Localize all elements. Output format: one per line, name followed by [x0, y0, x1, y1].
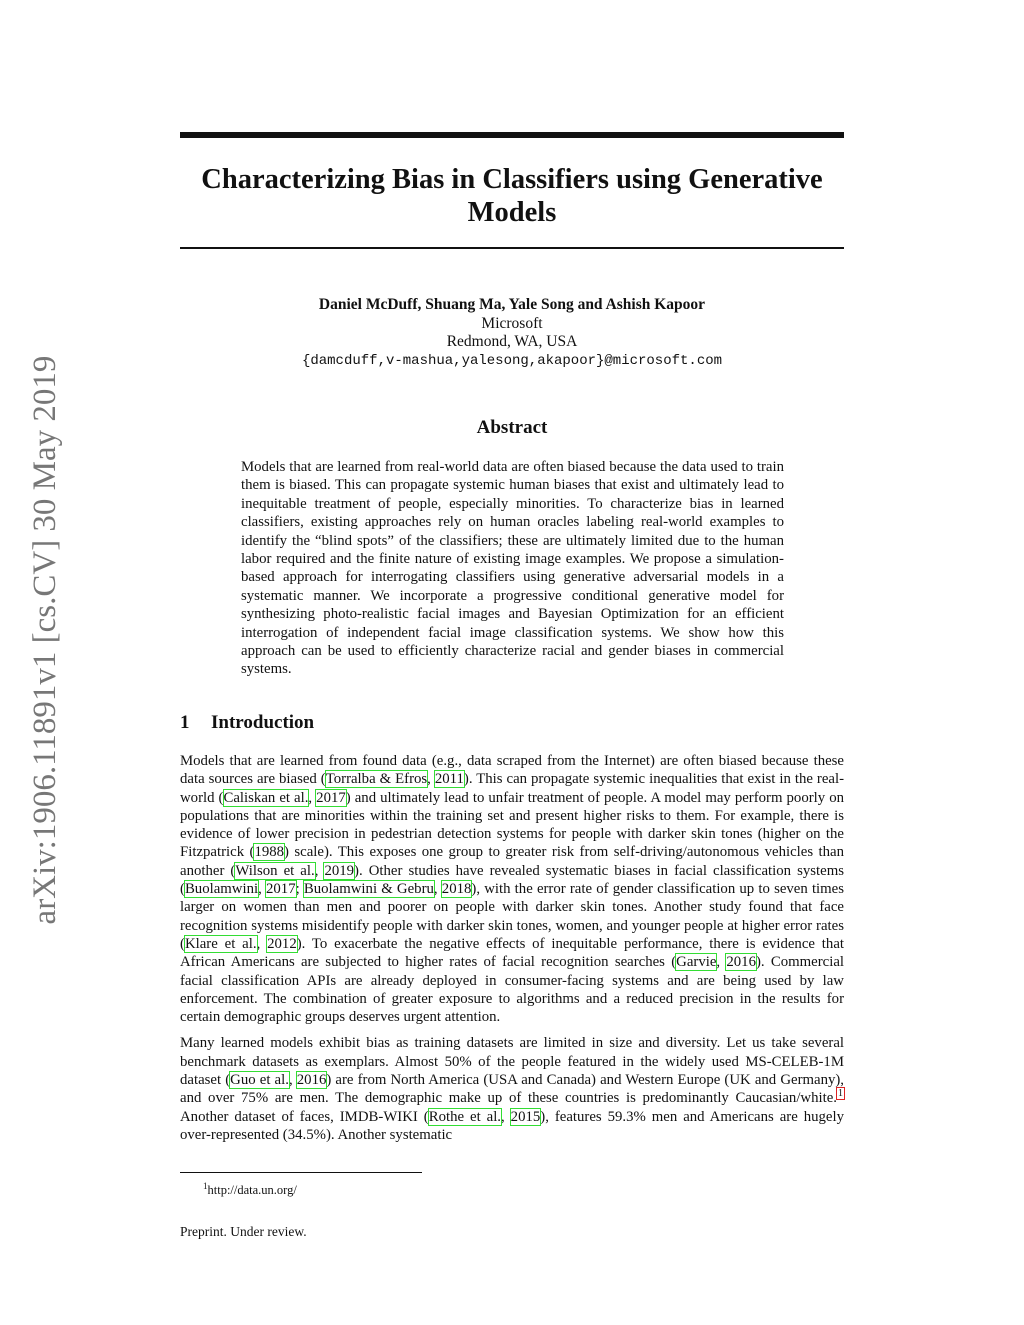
citation-link[interactable]: 2018 — [441, 881, 472, 898]
author-emails: {damcduff,v-mashua,yalesong,akapoor}@microsoft.com — [301, 352, 723, 369]
text-run: , — [308, 789, 317, 806]
section-number: 1 — [180, 712, 190, 733]
paragraph-1 — [180, 752, 844, 1026]
citation-link[interactable]: 1988 — [254, 844, 285, 861]
text-run: ) scale). This exposes one group to greater risk from self-driving/autonomous vehicles than another ( — [180, 844, 844, 879]
introduction-body — [180, 752, 844, 1152]
text-run: , — [256, 935, 268, 952]
text-run: Models that are learned from found data (e.g., data scraped from the Internet) are often biased because these data sources are biased ( — [180, 753, 844, 788]
text-run: ) are from North America (USA and Canada) and Western Europe (UK and Germany), and over 75% are men. The demographic make up of these countries is predominantly Caucasian/white. — [180, 1072, 844, 1107]
citation-link[interactable]: Klare et al. — [184, 935, 257, 952]
text-run: , — [288, 1072, 297, 1089]
citation-link[interactable]: Garvie — [676, 954, 717, 971]
affiliation: Microsoft — [481, 314, 543, 332]
citation-link[interactable]: 2017 — [316, 789, 346, 806]
text-run: , — [433, 881, 442, 898]
citation-link[interactable]: 2015 — [510, 1108, 541, 1125]
author-names: Daniel McDuff, Shuang Ma, Yale Song and Ashish Kapoor — [318, 296, 706, 313]
citation-link[interactable]: Wilson et al. — [235, 862, 315, 879]
section-title: Introduction — [211, 712, 315, 733]
title-rule-top — [180, 132, 844, 138]
text-run: ). Other studies have revealed systematic biases in facial classification systems ( — [180, 862, 844, 898]
citation-link[interactable]: 2011 — [434, 771, 464, 788]
footnote-rule — [180, 1172, 422, 1173]
citation-link[interactable]: Buolamwini — [184, 881, 259, 898]
text-run: ). This can propagate systemic inequalities that exist in the real-world ( — [180, 771, 845, 806]
citation-link[interactable]: Rothe et al. — [428, 1108, 502, 1125]
section-heading — [180, 711, 314, 735]
text-run: , — [258, 881, 266, 898]
citation-link[interactable]: 2016 — [296, 1072, 327, 1089]
citation-link[interactable]: 2012 — [267, 935, 297, 952]
author-block — [180, 296, 844, 370]
footnote — [203, 1178, 297, 1198]
citation-link[interactable]: 2019 — [324, 862, 355, 879]
footnote-text: http://data.un.org/ — [207, 1183, 297, 1198]
footnote-number: 1 — [203, 1181, 208, 1191]
preprint-notice: Preprint. Under review. — [180, 1224, 307, 1239]
text-run: ). To exacerbate the negative effects of inequitable performance, there is evidence that African Americans are subjected to higher rates of facial recognition searches ( — [180, 935, 844, 971]
title-rule-bottom — [180, 247, 844, 249]
text-run: ) and ultimately lead to unfair treatment of people. A model may perform poorly on populations that are minorities within the training set and present higher risks to them. For example, there is evidence of lower precision in pedestrian detection systems for people with darker skin tones (higher on the Fitzpatrick ( — [180, 789, 845, 861]
citation-link[interactable]: Caliskan et al. — [223, 789, 309, 806]
text-run: , — [314, 862, 325, 879]
paragraph-2 — [180, 1034, 844, 1144]
title-line-1: Characterizing Bias in Classifiers using Generative — [201, 164, 823, 195]
text-run: , — [427, 771, 435, 788]
footnote-link[interactable]: 1 — [838, 1088, 843, 1100]
text-run: ), with the error rate of gender classification up to seven times larger on women than men and poorer on people with darker skin tones. Another study found that face recognition systems misidentify people with darker skin tones, women, and younger people at higher error rates ( — [180, 881, 845, 952]
title-line-2: Models — [467, 197, 557, 228]
text-run: , — [716, 954, 727, 971]
citation-link[interactable]: Guo et al. — [230, 1072, 289, 1089]
citation-link[interactable]: Torralba & Efros — [325, 771, 428, 788]
abstract-heading: Abstract — [476, 417, 548, 438]
text-run: ), features 59.3% men and Americans are hugely over-represented (34.5%). Another systematic — [180, 1108, 844, 1143]
citation-link[interactable]: 2017 — [266, 881, 296, 898]
text-run: Many learned models exhibit bias as training datasets are limited in size and diversity. Let us take several benchmark datasets as exemplars. Almost 50% of the people featured in the widely used MS-CELEB-1M dataset ( — [180, 1035, 844, 1089]
paper-title — [180, 163, 844, 229]
citation-link[interactable]: Buolamwini & Gebru — [303, 881, 434, 898]
arxiv-identifier: arXiv:1906.11891v1 [cs.CV] 30 May 2019 — [27, 355, 63, 925]
text-run: , — [501, 1108, 511, 1125]
text-run: ). Commercial facial classification APIs are already deployed in consumer-facing systems and are being used by law enforcement. The combination of greater exposure to algorithms and a reduced precision in the results for certain demographic groups deserves urgent attention. — [180, 954, 844, 1026]
text-run: Another dataset of faces, IMDB-WIKI ( — [180, 1108, 429, 1125]
citation-link[interactable]: 2016 — [726, 954, 756, 971]
text-run: ; — [295, 881, 304, 898]
location: Redmond, WA, USA — [446, 333, 578, 350]
abstract-text: Models that are learned from real-world data are often biased because the data used to train them is biased. This can propagate systemic human biases that exist and ultimately lead to inequitable treatment of people, especially minorities. To characterize bias in learned classifiers, existing approaches rely on human oracles labeling real-world examples to identify the “blind spots” of the classifiers; these are ultimately limited due to the human labor required and the finite nature of existing image examples. We propose a simulation-based approach for interrogating classifiers using generative adversarial models in a systematic manner. We incorporate a progressive conditional generative model for synthesizing photo-realistic facial images and Bayesian Optimization for an efficient interrogation of independent facial image classification systems. We show how this approach can be used to efficiently characterize racial and gender biases in commercial systems. — [241, 459, 784, 678]
